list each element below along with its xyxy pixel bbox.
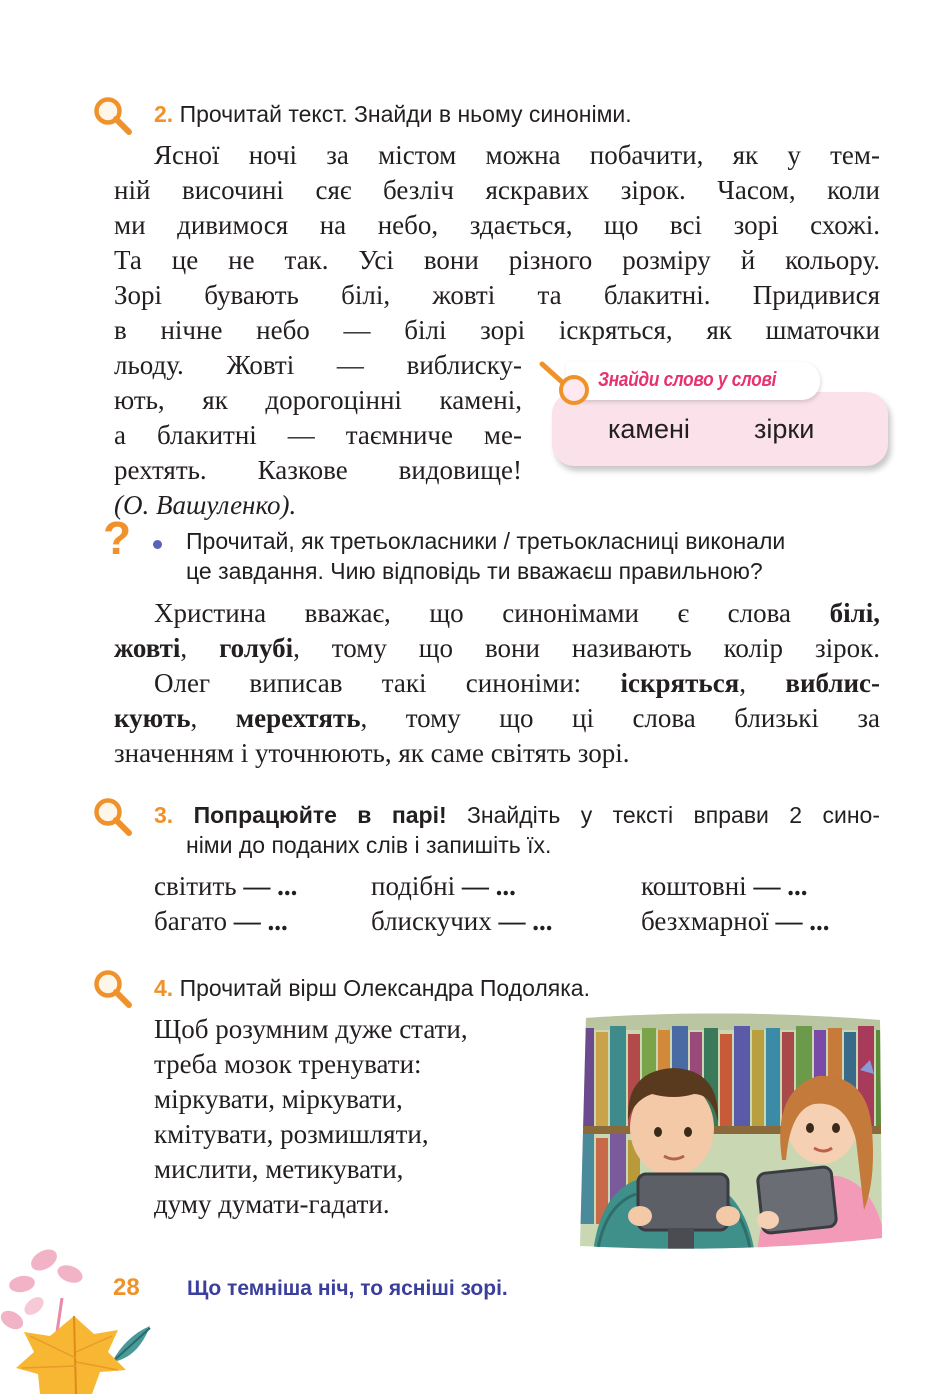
text-line: Та це не так. Усі вони різного розміру й кольору. xyxy=(114,245,880,275)
search-icon xyxy=(92,95,134,142)
author-name: (О. Вашуленко). xyxy=(114,490,297,520)
answer-line: кують, мерехтять, тому що ці слова близькі за xyxy=(114,703,881,733)
poem-line: треба мозок тренувати: xyxy=(154,1049,422,1079)
reading-text xyxy=(114,138,880,348)
poem-line: міркувати, міркувати, xyxy=(154,1084,403,1114)
word-pair: багато — ... xyxy=(154,906,288,936)
bullet-dot xyxy=(153,540,162,549)
text-line: Зорі бувають білі, жовті та блакитні. Придивися xyxy=(114,280,880,310)
lens-icon xyxy=(538,358,594,415)
poem-line: думу думати-гадати. xyxy=(154,1189,390,1219)
word-pair: блискучих — ... xyxy=(371,906,553,936)
text-line: ють, як дорогоцінні камені, xyxy=(114,385,522,415)
word-pair: безхмарної — ... xyxy=(641,906,830,936)
reading-text-narrow xyxy=(114,348,522,523)
text-line: льоду. Жовті — виблиску- xyxy=(114,350,522,380)
text-line: Ясної ночі за містом можна побачити, як у тем- xyxy=(154,140,880,170)
instruction-line: німи до поданих слів і запишіть їх. xyxy=(186,832,552,858)
task-3-heading xyxy=(154,800,880,860)
instruction-line: це завдання. Чию відповідь ти вважаєш правильною? xyxy=(186,558,763,584)
word-box-title: Знайди слово у слові xyxy=(598,369,777,391)
task-4-heading xyxy=(154,973,590,1003)
task-2-heading xyxy=(154,99,632,129)
search-icon xyxy=(92,796,134,843)
poem-line: Щоб розумним дуже стати, xyxy=(154,1014,468,1044)
word-pair: коштовні — ... xyxy=(641,871,808,901)
question-instruction xyxy=(186,526,785,586)
proverb: Що темніша ніч, то ясніші зорі. xyxy=(187,1277,508,1300)
word-pair: подібні — ... xyxy=(371,871,516,901)
word-pair: світить — ... xyxy=(154,871,298,901)
question-icon: ? xyxy=(103,512,132,564)
task-number: 4. xyxy=(154,975,174,1001)
task-instruction: Прочитай вірш Олександра Подоляка. xyxy=(179,975,590,1001)
word-box-word: зірки xyxy=(754,414,815,444)
instruction-line: Прочитай, як третьокласники / третьокласниці виконали xyxy=(186,528,786,554)
answer-text xyxy=(114,596,880,771)
poem xyxy=(154,1012,468,1222)
instruction-line: 3. Попрацюйте в парі! Знайдіть у тексті вправи 2 сино- xyxy=(154,802,880,828)
poem-line: мислити, метикувати, xyxy=(154,1154,404,1184)
task-number: 2. xyxy=(154,101,174,127)
text-line: рехтять. Казкове видовище! xyxy=(114,455,522,485)
search-icon xyxy=(92,968,134,1015)
answer-line: Христина вважає, що синонімами є слова білі, xyxy=(154,598,880,628)
task-instruction: Прочитай текст. Знайди в ньому синоніми. xyxy=(179,101,632,127)
page-number: 28 xyxy=(113,1274,140,1301)
text-line: ми дивимося на небо, здається, що всі зорі схожі. xyxy=(114,210,880,240)
answer-line: Олег виписав такі синоніми: іскряться, виблис- xyxy=(154,668,881,698)
text-line: в нічне небо — білі зорі іскряться, як шматочки xyxy=(114,315,880,345)
answer-line: жовті, голубі, тому що вони називають колір зірок. xyxy=(114,633,880,663)
word-box-word: камені xyxy=(608,414,690,444)
text-line: ній височині сяє безліч яскравих зірок. Часом, коли xyxy=(114,175,880,205)
word-box-panel xyxy=(552,392,888,466)
autumn-leaves-decoration xyxy=(0,1240,170,1394)
answer-line: значенням і уточнюють, як саме світять зорі. xyxy=(114,738,630,768)
text-line: а блакитні — таємниче ме- xyxy=(114,420,522,450)
word-in-word-box xyxy=(538,358,894,474)
poem-line: кмітувати, розмишляти, xyxy=(154,1119,429,1149)
children-illustration xyxy=(576,1010,888,1262)
